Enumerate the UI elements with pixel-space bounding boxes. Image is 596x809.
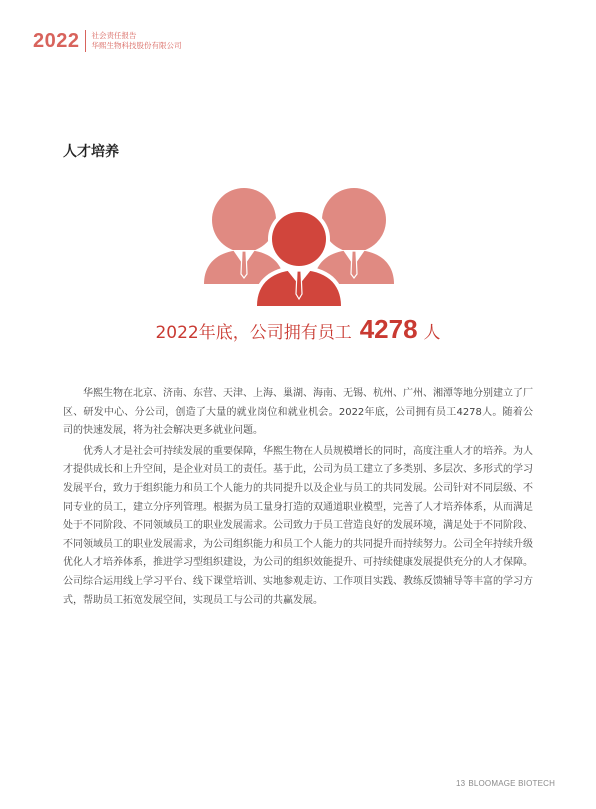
report-year: 2022 [33,29,80,52]
people-group-icon [202,188,396,306]
paragraph: 优秀人才是社会可持续发展的重要保障，华熙生物在人员规模增长的同时，高度注重人才的培养。为人才提供成长和上升空间，是企业对员工的责任。基于此，公司为员工建立了多类别、多层次、多形式的学习发展平台，致力于组织能力和员工个人能力的共同提升以及企业与员工的共同发展。公司针对不同层级、不同专业的员工，建立分序列管理。根据为员工量身打造的双通道职业模型，完善了人才培养体系，从而满足处于不同阶段、不同领域员工的职业发展需求。公司致力于员工营造良好的发展环境，满足处于不同阶段、不同领域员工的职业发展需求，为公司组织能力和员工个人能力的共同提升而持续努力。公司全年持续升级优化人才培养体系，推进学习型组织建设，为公司的组织效能提升、可持续健康发展提供充分的人才保障。公司综合运用线上学习平台、线下课堂培训、实地参观走访、工作项目实践、教练反馈辅导等丰富的学习方式，帮助员工拓宽发展空间，实现员工与公司的共赢发展。 [63,445,533,606]
employee-count-headline [0,314,596,345]
header-text [92,31,182,51]
header-divider [85,30,86,52]
headline-suffix: 人 [423,323,441,343]
employee-count: 4278 [359,314,418,344]
page-footer [456,779,555,788]
page-number: 13 [456,779,466,788]
body-text [63,385,533,612]
section-title: 人才培养 [63,144,119,160]
report-name: 社会责任报告 [91,31,137,40]
paragraph: 华熙生物在北京、济南、东营、天津、上海、巢湖、海南、无锡、杭州、广州、湘潭等地分别建立了厂区、研发中心、分公司，创造了大量的就业岗位和就业机会。2022年底，公司拥有员工4278人。随着公司的快速发展，将为社会解决更多就业问题。 [63,388,533,437]
report-header [33,26,182,56]
headline-prefix: 2022年底，公司拥有员工 [155,323,352,343]
brand-name: BLOOMAGE BIOTECH [468,779,556,788]
company-name: 华熙生物科技股份有限公司 [91,41,182,50]
